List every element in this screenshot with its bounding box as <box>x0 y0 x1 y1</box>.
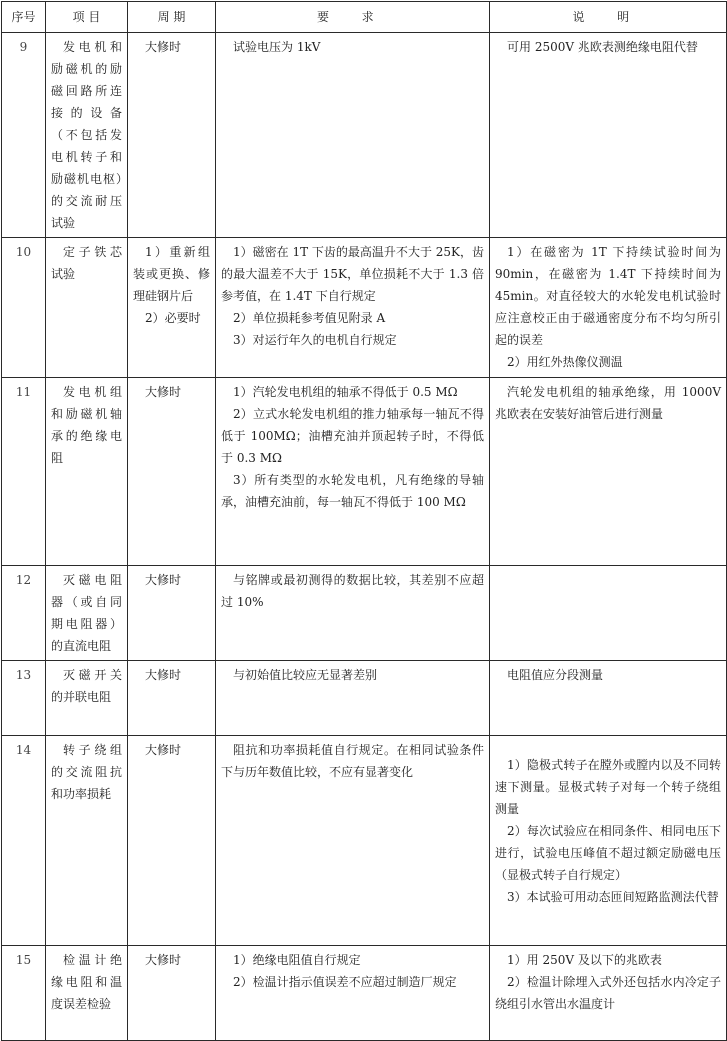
note-cell <box>490 661 727 736</box>
item-cell <box>46 33 128 238</box>
cycle-cell <box>128 33 216 238</box>
col-header-item: 项 目 <box>46 2 128 33</box>
requirement-cell <box>216 33 490 238</box>
col-header-note: 说 明 <box>490 2 727 33</box>
item-cell <box>46 566 128 661</box>
note-text: 1）隐极式转子在膛外或膛内以及不同转速下测量。显极式转子对每一个转子绕组测量 <box>495 758 721 816</box>
item-cell <box>46 946 128 1041</box>
table-row <box>2 946 727 1041</box>
cycle-text: 1）重新组装或更换、修理硅钢片后 <box>133 245 210 303</box>
cycle-text: 大修时 <box>145 40 182 54</box>
cycle-text: 大修时 <box>145 385 182 399</box>
table-row <box>2 378 727 566</box>
requirement-text: 3）对运行年久的电机自行规定 <box>233 333 397 347</box>
requirement-cell <box>216 736 490 946</box>
cycle-cell <box>128 566 216 661</box>
requirement-text: 3）所有类型的水轮发电机，凡有绝缘的导轴承，油槽充油前，每一轴瓦不得低于 100 MΩ <box>221 473 484 509</box>
note-text: 2）用红外热像仪测温 <box>507 355 623 369</box>
item-cell <box>46 661 128 736</box>
cycle-cell <box>128 736 216 946</box>
cycle-text: 大修时 <box>145 573 182 587</box>
requirement-cell <box>216 661 490 736</box>
note-text: 汽轮发电机组的轴承绝缘，用 1000V 兆欧表在安装好油管后进行测量 <box>495 385 721 421</box>
item-text: 转子绕组的交流阻抗和功率损耗 <box>51 743 122 801</box>
item-text: 定子铁芯试验 <box>51 245 122 281</box>
note-text: 2）检温计除埋入式外还包括水内冷定子绕组引水管出水温度计 <box>495 975 721 1011</box>
header-row <box>2 2 727 33</box>
item-text: 发电机和励磁机的励磁回路所连接的设备（不包括发电机转子和励磁机电枢）的交流耐压试验 <box>51 40 122 230</box>
requirement-text: 试验电压为 1kV <box>233 40 321 54</box>
cycle-cell <box>128 378 216 566</box>
table-row <box>2 661 727 736</box>
item-text: 发电机组和励磁机轴承的绝缘电阻 <box>51 385 122 465</box>
row-number: 13 <box>2 661 46 736</box>
cycle-text: 大修时 <box>145 668 182 682</box>
row-number: 9 <box>2 33 46 238</box>
cycle-cell <box>128 946 216 1041</box>
requirement-text: 与铭牌或最初测得的数据比较，其差别不应超过 10% <box>221 573 484 609</box>
item-text: 检温计绝缘电阻和温度误差检验 <box>51 953 122 1011</box>
test-spec-table <box>1 1 727 1041</box>
requirement-cell <box>216 378 490 566</box>
note-text: 1）用 250V 及以下的兆欧表 <box>507 953 662 967</box>
cycle-text: 大修时 <box>145 743 182 757</box>
requirement-text: 2）检温计指示值误差不应超过制造厂规定 <box>233 975 457 989</box>
requirement-text: 1）汽轮发电机组的轴承不得低于 0.5 MΩ <box>233 385 458 399</box>
row-number: 12 <box>2 566 46 661</box>
col-header-cycle: 周 期 <box>128 2 216 33</box>
requirement-text: 2）立式水轮发电机组的推力轴承每一轴瓦不得低于 100MΩ；油槽充油并顶起转子时，不得低于 0.3 MΩ <box>221 407 484 465</box>
cycle-text: 2）必要时 <box>145 311 201 325</box>
cycle-cell <box>128 661 216 736</box>
note-cell <box>490 736 727 946</box>
note-text: 3）本试验可用动态匝间短路监测法代替 <box>507 890 719 904</box>
requirement-text: 1）绝缘电阻值自行规定 <box>233 953 361 967</box>
requirement-text: 1）磁密在 1T 下齿的最高温升不大于 25K，齿的最大温差不大于 15K，单位损耗不大于 1.3 倍参考值，在 1.4T 下自行规定 <box>221 245 484 303</box>
col-header-serial: 序号 <box>2 2 46 33</box>
col-header-requirement: 要 求 <box>216 2 490 33</box>
item-text: 灭磁开关的并联电阻 <box>51 668 122 704</box>
table-row <box>2 33 727 238</box>
note-cell <box>490 946 727 1041</box>
cycle-cell <box>128 238 216 378</box>
item-text: 灭磁电阻器（或自同期电阻器）的直流电阻 <box>51 573 122 653</box>
row-number: 15 <box>2 946 46 1041</box>
note-cell <box>490 33 727 238</box>
row-number: 11 <box>2 378 46 566</box>
item-cell <box>46 378 128 566</box>
note-text: 可用 2500V 兆欧表测绝缘电阻代替 <box>507 40 698 54</box>
requirement-cell <box>216 566 490 661</box>
note-text: 电阻值应分段测量 <box>507 668 604 682</box>
note-cell <box>490 238 727 378</box>
note-cell <box>490 566 727 661</box>
row-number: 14 <box>2 736 46 946</box>
note-cell <box>490 378 727 566</box>
requirement-text: 2）单位损耗参考值见附录 A <box>233 311 386 325</box>
table-row <box>2 736 727 946</box>
cycle-text: 大修时 <box>145 953 182 967</box>
note-text: 2）每次试验应在相同条件、相同电压下进行，试验电压峰值不超过额定励磁电压（显极式转子自行规定） <box>495 824 721 882</box>
requirement-text: 与初始值比较应无显著差别 <box>233 668 378 682</box>
requirement-text: 阻抗和功率损耗值自行规定。在相同试验条件下与历年数值比较，不应有显著变化 <box>221 743 484 779</box>
item-cell <box>46 736 128 946</box>
table-row <box>2 238 727 378</box>
requirement-cell <box>216 946 490 1041</box>
row-number: 10 <box>2 238 46 378</box>
item-cell <box>46 238 128 378</box>
note-text: 1）在磁密为 1T 下持续试验时间为 90min，在磁密为 1.4T 下持续时间为 45min。对直径较大的水轮发电机试验时应注意校正由于磁通密度分布不均匀所引起的误差 <box>495 245 721 347</box>
table-row <box>2 566 727 661</box>
requirement-cell <box>216 238 490 378</box>
